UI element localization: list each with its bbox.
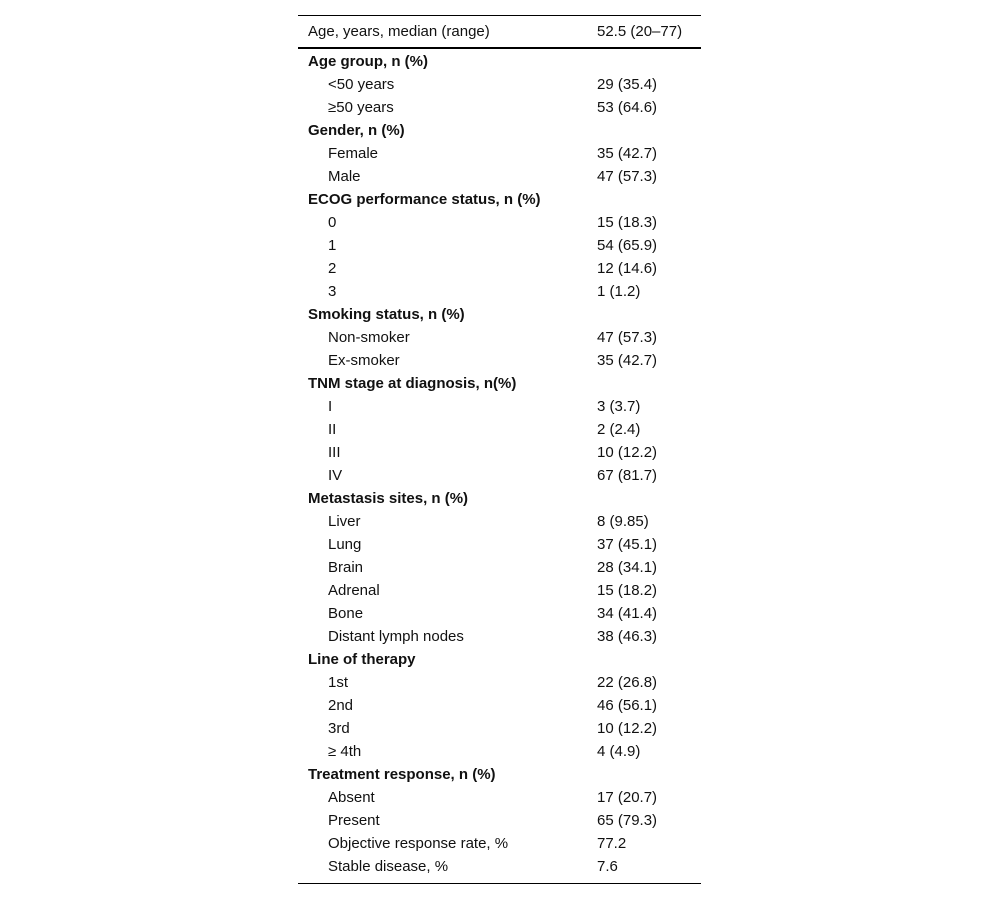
- row-label: Adrenal: [328, 582, 380, 599]
- row-label: Lung: [328, 536, 362, 553]
- row-value: 22 (26.8): [597, 674, 658, 691]
- table-row: [298, 740, 701, 763]
- table-row: [298, 602, 701, 625]
- table-row: [298, 280, 701, 303]
- row-label: Non-smoker: [328, 329, 410, 346]
- table-row: [298, 625, 701, 648]
- row-value: 34 (41.4): [597, 605, 658, 622]
- table-row: [298, 717, 701, 740]
- group-header-row: [298, 648, 701, 671]
- row-label: IV: [328, 467, 343, 484]
- row-label: III: [328, 444, 341, 461]
- group-title: ECOG performance status, n (%): [308, 191, 541, 208]
- table-row: [298, 786, 701, 809]
- table-row: [298, 96, 701, 119]
- row-label: Ex-smoker: [328, 352, 400, 369]
- table-row: [298, 165, 701, 188]
- group-header-row: [298, 50, 701, 73]
- table-row: [298, 832, 701, 855]
- table-header-row: [298, 16, 701, 49]
- row-value: 17 (20.7): [597, 789, 658, 806]
- row-value: 29 (35.4): [597, 76, 658, 93]
- table-row: [298, 464, 701, 487]
- group-header-row: [298, 303, 701, 326]
- table-row: [298, 809, 701, 832]
- table-row: [298, 671, 701, 694]
- table-row: [298, 234, 701, 257]
- row-label: 3: [328, 283, 337, 300]
- row-label: Distant lymph nodes: [328, 628, 464, 645]
- row-label: Objective response rate, %: [328, 835, 509, 852]
- characteristics-table: [298, 15, 701, 884]
- group-title: Line of therapy: [308, 651, 416, 668]
- row-label: Liver: [328, 513, 361, 530]
- row-label: 2nd: [328, 697, 354, 714]
- row-value: 7.6: [597, 858, 618, 875]
- group-header-row: [298, 372, 701, 395]
- table-body: [298, 49, 701, 878]
- header-label: Age, years, median (range): [308, 23, 490, 40]
- row-value: 2 (2.4): [597, 421, 641, 438]
- row-value: 65 (79.3): [597, 812, 658, 829]
- row-value: 35 (42.7): [597, 145, 658, 162]
- row-value: 47 (57.3): [597, 329, 658, 346]
- row-label: Brain: [328, 559, 364, 576]
- row-label: Present: [328, 812, 380, 829]
- row-value: 10 (12.2): [597, 444, 658, 461]
- group-title: TNM stage at diagnosis, n(%): [308, 375, 517, 392]
- group-title: Smoking status, n (%): [308, 306, 465, 323]
- row-value: 46 (56.1): [597, 697, 658, 714]
- table-row: [298, 349, 701, 372]
- row-label: <50 years: [328, 76, 395, 93]
- group-header-row: [298, 487, 701, 510]
- row-label: 1: [328, 237, 337, 254]
- row-value: 1 (1.2): [597, 283, 641, 300]
- row-value: 15 (18.2): [597, 582, 658, 599]
- group-title: Metastasis sites, n (%): [308, 490, 469, 507]
- table-row: [298, 257, 701, 280]
- row-label: 1st: [328, 674, 349, 691]
- table-row: [298, 326, 701, 349]
- row-label: Stable disease, %: [328, 858, 449, 875]
- row-value: 53 (64.6): [597, 99, 658, 116]
- row-label: I: [328, 398, 333, 415]
- group-title: Age group, n (%): [308, 53, 428, 70]
- group-title: Gender, n (%): [308, 122, 405, 139]
- table-row: [298, 142, 701, 165]
- table-row: [298, 579, 701, 602]
- row-value: 37 (45.1): [597, 536, 658, 553]
- row-value: 77.2: [597, 835, 627, 852]
- table-row: [298, 395, 701, 418]
- row-value: 54 (65.9): [597, 237, 658, 254]
- row-label: Female: [328, 145, 379, 162]
- table-row: [298, 556, 701, 579]
- table-row: [298, 73, 701, 96]
- row-value: 47 (57.3): [597, 168, 658, 185]
- group-header-row: [298, 119, 701, 142]
- row-value: 28 (34.1): [597, 559, 658, 576]
- table-row: [298, 694, 701, 717]
- table-row: [298, 441, 701, 464]
- row-label: 2: [328, 260, 337, 277]
- row-label: ≥ 4th: [328, 743, 362, 760]
- table-bottom-rule: [298, 883, 701, 884]
- row-value: 4 (4.9): [597, 743, 641, 760]
- table-row: [298, 855, 701, 878]
- header-value: 52.5 (20–77): [597, 23, 683, 40]
- row-label: 0: [328, 214, 337, 231]
- row-value: 15 (18.3): [597, 214, 658, 231]
- row-value: 67 (81.7): [597, 467, 658, 484]
- row-value: 8 (9.85): [597, 513, 649, 530]
- row-value: 38 (46.3): [597, 628, 658, 645]
- group-title: Treatment response, n (%): [308, 766, 496, 783]
- row-label: II: [328, 421, 337, 438]
- table-row: [298, 510, 701, 533]
- row-value: 35 (42.7): [597, 352, 658, 369]
- row-label: Bone: [328, 605, 364, 622]
- row-label: Absent: [328, 789, 375, 806]
- table-row: [298, 533, 701, 556]
- table-row: [298, 418, 701, 441]
- row-label: 3rd: [328, 720, 350, 737]
- group-header-row: [298, 188, 701, 211]
- row-value: 3 (3.7): [597, 398, 641, 415]
- row-label: ≥50 years: [328, 99, 394, 116]
- row-label: Male: [328, 168, 361, 185]
- row-value: 10 (12.2): [597, 720, 658, 737]
- table-row: [298, 211, 701, 234]
- group-header-row: [298, 763, 701, 786]
- row-value: 12 (14.6): [597, 260, 658, 277]
